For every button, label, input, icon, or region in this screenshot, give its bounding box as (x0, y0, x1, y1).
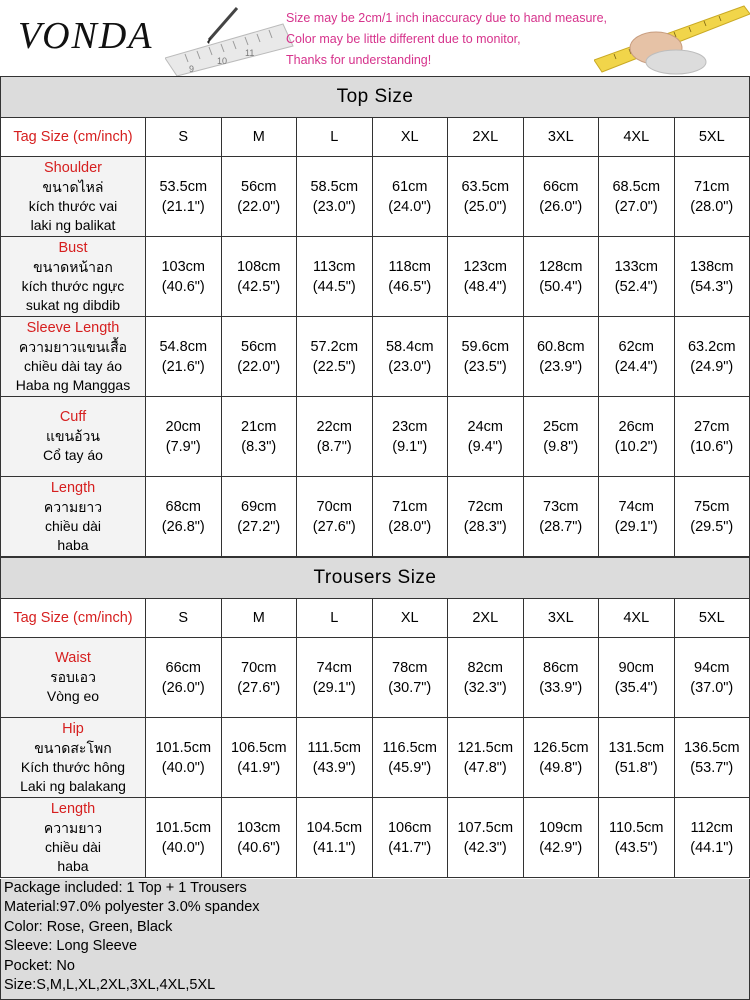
measurement-value (523, 317, 599, 397)
value-cm: 116.5cm (382, 739, 438, 756)
size-header: 5XL (674, 118, 750, 157)
value-cm: 56cm (241, 178, 277, 195)
measurement-value (221, 477, 297, 557)
value-inch: (9.4") (467, 438, 503, 455)
value-inch: (26.0") (161, 679, 205, 696)
measurement-label (1, 237, 146, 317)
value-cm: 112cm (690, 819, 733, 836)
measurement-value (448, 397, 524, 477)
value-inch: (27.6") (237, 679, 281, 696)
size-header: 4XL (599, 118, 675, 157)
top-size-title: Top Size (1, 77, 750, 118)
value-cm: 138cm (689, 258, 734, 275)
measurement-name: Waist (55, 650, 91, 666)
value-cm: 82cm (467, 659, 503, 676)
value-inch: (44.5") (312, 278, 356, 295)
measurement-translation: sukat ng dibdib (25, 296, 121, 313)
measurement-translation: kích thước ngực (21, 277, 125, 294)
measurement-translation: รอบเอว (50, 669, 96, 685)
value-inch: (43.9") (312, 759, 356, 776)
value-inch: (40.6") (161, 278, 205, 295)
measurement-value (599, 477, 675, 557)
measurement-value (297, 798, 373, 878)
value-inch: (40.0") (161, 759, 205, 776)
value-cm: 68.5cm (612, 178, 661, 195)
value-cm: 111.5cm (307, 739, 361, 756)
measurement-value (221, 317, 297, 397)
measurement-value (146, 317, 222, 397)
measurement-value (674, 237, 750, 317)
measurement-value (599, 317, 675, 397)
value-cm: 66cm (543, 178, 579, 195)
value-inch: (23.9") (539, 358, 583, 375)
value-cm: 113cm (313, 258, 356, 275)
value-inch: (10.6") (690, 438, 734, 455)
measurement-label (1, 638, 146, 718)
measurement-value (448, 638, 524, 718)
size-header: 5XL (674, 599, 750, 638)
value-inch: (22.0") (237, 198, 281, 215)
measurement-value (674, 638, 750, 718)
measurement-name: Length (50, 479, 96, 496)
value-inch: (9.8") (543, 438, 579, 455)
value-cm: 121.5cm (457, 739, 514, 756)
value-inch: (29.1") (312, 679, 356, 696)
value-cm: 75cm (694, 498, 730, 515)
value-cm: 61cm (392, 178, 428, 195)
value-cm: 24cm (467, 418, 503, 435)
measurement-value (372, 157, 448, 237)
value-cm: 103cm (161, 258, 206, 275)
measurement-value (523, 397, 599, 477)
size-header: L (297, 599, 373, 638)
value-inch: (49.8") (539, 759, 583, 776)
value-cm: 53.5cm (159, 178, 208, 195)
info-sleeve: Sleeve: Long Sleeve (4, 938, 138, 955)
measurement-value (297, 237, 373, 317)
trousers-size-table (0, 557, 750, 878)
value-inch: (28.3") (463, 518, 507, 535)
value-inch: (29.1") (614, 518, 658, 535)
measurement-row (1, 317, 750, 397)
value-cm: 60.8cm (536, 338, 585, 355)
measurement-value (146, 237, 222, 317)
value-cm: 63.5cm (461, 178, 510, 195)
measurement-value (599, 157, 675, 237)
value-inch: (21.6") (161, 358, 205, 375)
value-inch: (41.9") (237, 759, 281, 776)
value-inch: (22.5") (312, 358, 356, 375)
value-cm: 63.2cm (687, 338, 736, 355)
value-cm: 20cm (165, 418, 201, 435)
value-inch: (8.7") (316, 438, 352, 455)
measuring-tape-hand-icon (594, 2, 750, 76)
measurement-label (1, 317, 146, 397)
value-inch: (48.4") (463, 278, 507, 295)
ruler-number: 11 (245, 48, 255, 58)
value-inch: (27.0") (614, 198, 658, 215)
measurement-translation: laki ng balikat (30, 216, 116, 233)
measurement-translation: ขนาดไหล่ (42, 178, 104, 195)
measurement-name: Sleeve Length (26, 319, 120, 336)
size-header: S (146, 599, 222, 638)
value-cm: 118cm (388, 258, 431, 275)
value-cm: 107.5cm (457, 819, 514, 836)
measurement-label (1, 718, 146, 798)
value-inch: (7.9") (165, 438, 201, 455)
value-cm: 58.4cm (385, 338, 434, 355)
ruler-number: 9 (189, 64, 195, 74)
size-header: 3XL (523, 599, 599, 638)
measurement-row (1, 798, 750, 878)
value-inch: (25.0") (463, 198, 507, 215)
value-cm: 74cm (618, 498, 654, 515)
measurement-value (146, 477, 222, 557)
measurement-value (674, 317, 750, 397)
value-cm: 128cm (538, 258, 583, 275)
tag-size-label: Tag Size (cm/inch) (1, 118, 146, 157)
measurement-value (146, 397, 222, 477)
measurement-label (1, 397, 146, 477)
measurement-value (146, 718, 222, 798)
value-cm: 133cm (614, 258, 659, 275)
value-inch: (32.3") (463, 679, 507, 696)
value-cm: 71cm (694, 178, 730, 195)
note-line: Size may be 2cm/1 inch inaccuracy due to hand measure, (286, 11, 608, 25)
value-cm: 108cm (236, 258, 281, 275)
measurement-value (146, 157, 222, 237)
value-cm: 27cm (694, 418, 730, 435)
measurement-translation: ขนาดหน้าอก (33, 258, 113, 275)
measurement-translation: chiều dài (44, 517, 102, 534)
value-cm: 110.5cm (608, 819, 664, 836)
measurement-value (146, 638, 222, 718)
value-inch: (28.0") (388, 518, 432, 535)
measurement-value (372, 638, 448, 718)
value-cm: 103cm (236, 819, 281, 836)
ruler-number: 10 (217, 56, 228, 66)
value-cm: 90cm (618, 659, 654, 676)
measurement-value (448, 237, 524, 317)
value-inch: (28.0") (690, 198, 734, 215)
value-inch: (44.1") (690, 839, 734, 856)
measurement-translation: haba (57, 536, 89, 553)
measurement-value (221, 718, 297, 798)
measurement-value (448, 718, 524, 798)
brand-logo: VONDA (18, 15, 154, 57)
size-header: M (221, 599, 297, 638)
size-header: 2XL (448, 118, 524, 157)
value-cm: 25cm (543, 418, 579, 435)
measurement-row (1, 397, 750, 477)
value-inch: (42.9") (539, 839, 583, 856)
value-cm: 68cm (165, 498, 201, 515)
size-header: L (297, 118, 373, 157)
tag-size-label: Tag Size (cm/inch) (1, 599, 146, 638)
value-cm: 94cm (694, 659, 730, 676)
value-inch: (22.0") (237, 358, 281, 375)
value-cm: 123cm (463, 258, 508, 275)
measurement-row (1, 638, 750, 718)
measurement-translation: kích thước vai (28, 197, 118, 214)
value-cm: 57.2cm (310, 338, 359, 355)
value-cm: 109cm (538, 819, 583, 836)
value-inch: (40.6") (237, 839, 281, 856)
value-cm: 101.5cm (155, 819, 212, 836)
measurement-row (1, 237, 750, 317)
value-inch: (8.3") (241, 438, 277, 455)
info-color: Color: Rose, Green, Black (4, 918, 173, 935)
measurement-value (523, 718, 599, 798)
measurement-value (297, 317, 373, 397)
size-header: 2XL (448, 599, 524, 638)
value-inch: (43.5") (614, 839, 658, 856)
top-size-table (0, 76, 750, 557)
header-banner (0, 0, 750, 76)
measurement-value (523, 798, 599, 878)
measurement-translation: Laki ng balakang (20, 777, 126, 794)
measurement-name: Bust (58, 239, 88, 256)
value-inch: (35.4") (614, 679, 658, 696)
value-inch: (27.6") (312, 518, 356, 535)
measurement-name: Hip (62, 720, 84, 737)
measurement-value (146, 798, 222, 878)
value-cm: 74cm (316, 659, 352, 676)
value-inch: (28.7") (539, 518, 583, 535)
measurement-value (674, 798, 750, 878)
value-inch: (33.9") (539, 679, 583, 696)
value-cm: 23cm (392, 418, 428, 435)
measurement-translation: ความยาว (43, 498, 103, 515)
measurement-label (1, 477, 146, 557)
measurement-value (221, 157, 297, 237)
value-inch: (46.5") (388, 278, 432, 295)
value-cm: 26cm (618, 418, 654, 435)
measurement-row (1, 477, 750, 557)
size-header: XL (372, 599, 448, 638)
measurement-value (221, 237, 297, 317)
value-cm: 70cm (241, 659, 277, 676)
value-cm: 126.5cm (532, 739, 589, 756)
measurement-translation: chiều dài tay áo (23, 357, 123, 374)
measurement-value (523, 237, 599, 317)
value-inch: (37.0") (690, 679, 734, 696)
measurement-value (599, 718, 675, 798)
measurement-translation: Haba ng Manggas (15, 376, 131, 393)
value-cm: 136.5cm (683, 739, 740, 756)
value-inch: (24.0") (388, 198, 432, 215)
info-size: Size:S,M,L,XL,2XL,3XL,4XL,5XL (4, 977, 216, 994)
trousers-size-title: Trousers Size (1, 558, 750, 599)
measurement-value (297, 477, 373, 557)
value-cm: 69cm (241, 498, 277, 515)
measurement-value (674, 157, 750, 237)
measurement-value (297, 157, 373, 237)
value-cm: 21cm (241, 418, 277, 435)
measurement-translation: Kích thước hông (20, 758, 126, 775)
measurement-label (1, 157, 146, 237)
value-inch: (41.7") (388, 839, 432, 856)
measurement-value (523, 638, 599, 718)
measurement-translation: chiều dài (44, 838, 102, 855)
value-inch: (42.5") (237, 278, 281, 295)
value-inch: (41.1") (312, 839, 356, 856)
size-header: XL (372, 118, 448, 157)
measurement-translation: ขนาดสะโพก (34, 739, 112, 756)
measurement-value (448, 317, 524, 397)
ruler-pencil-icon (165, 6, 295, 76)
value-cm: 56cm (241, 338, 277, 355)
value-inch: (42.3") (463, 839, 507, 856)
measurement-value (599, 638, 675, 718)
value-cm: 78cm (392, 659, 428, 676)
value-inch: (21.1") (161, 198, 205, 215)
value-cm: 86cm (543, 659, 579, 676)
measurement-value (523, 157, 599, 237)
measurement-value (372, 397, 448, 477)
value-inch: (9.1") (392, 438, 428, 455)
value-cm: 72cm (467, 498, 503, 515)
measurement-value (297, 397, 373, 477)
size-header: M (221, 118, 297, 157)
measurement-translation: ความยาวแขนเสื้อ (18, 338, 128, 355)
value-inch: (24.9") (690, 358, 734, 375)
measurement-value (674, 397, 750, 477)
measurement-name: Cuff (59, 409, 87, 425)
measurement-translation: แขนอ้วน (45, 428, 100, 444)
note-line: Color may be little different due to monitor, (286, 32, 521, 46)
note-line: Thanks for understanding! (286, 53, 432, 67)
value-cm: 62cm (618, 338, 654, 355)
measurement-value (372, 477, 448, 557)
measurement-value (372, 718, 448, 798)
size-header: S (146, 118, 222, 157)
value-inch: (40.0") (161, 839, 205, 856)
measurement-value (372, 237, 448, 317)
measurement-translation: ความยาว (43, 819, 103, 836)
measurement-value (448, 477, 524, 557)
measurement-value (372, 317, 448, 397)
value-cm: 58.5cm (310, 178, 359, 195)
measurement-value (674, 718, 750, 798)
value-cm: 131.5cm (608, 739, 665, 756)
measurement-value (599, 397, 675, 477)
value-inch: (51.8") (614, 759, 658, 776)
value-inch: (50.4") (539, 278, 583, 295)
value-inch: (29.5") (690, 518, 734, 535)
value-inch: (26.8") (161, 518, 205, 535)
value-cm: 22cm (316, 418, 352, 435)
measurement-value (523, 477, 599, 557)
measurement-translation: Cổ tay áo (43, 447, 103, 463)
measurement-row (1, 718, 750, 798)
measurement-value (599, 798, 675, 878)
measurement-value (297, 718, 373, 798)
measurement-translation: Vòng eo (46, 688, 100, 704)
measurement-value (221, 798, 297, 878)
value-inch: (23.0") (312, 198, 356, 215)
measurement-value (448, 798, 524, 878)
measurement-value (448, 157, 524, 237)
info-material: Material:97.0% polyester 3.0% spandex (4, 899, 260, 916)
value-inch: (27.2") (237, 518, 281, 535)
measurement-value (599, 237, 675, 317)
measurement-label (1, 798, 146, 878)
info-package: Package included: 1 Top + 1 Trousers (4, 880, 247, 896)
value-cm: 73cm (543, 498, 579, 515)
size-header: 4XL (599, 599, 675, 638)
value-inch: (10.2") (614, 438, 658, 455)
product-info (0, 879, 750, 1000)
value-inch: (23.5") (463, 358, 507, 375)
value-inch: (45.9") (388, 759, 432, 776)
measurement-value (372, 798, 448, 878)
value-cm: 66cm (165, 659, 201, 676)
measurement-name: Shoulder (43, 159, 103, 176)
info-pocket: Pocket: No (4, 957, 75, 974)
value-inch: (26.0") (539, 198, 583, 215)
measurement-notes (286, 8, 607, 71)
measurement-value (221, 638, 297, 718)
size-header: 3XL (523, 118, 599, 157)
value-cm: 59.6cm (461, 338, 510, 355)
value-inch: (52.4") (614, 278, 658, 295)
value-inch: (23.0") (388, 358, 432, 375)
value-cm: 54.8cm (159, 338, 208, 355)
value-cm: 101.5cm (155, 739, 212, 756)
value-cm: 106cm (387, 819, 432, 836)
value-cm: 106.5cm (230, 739, 287, 756)
value-inch: (30.7") (388, 679, 432, 696)
measurement-value (297, 638, 373, 718)
measurement-value (221, 397, 297, 477)
measurement-translation: haba (57, 857, 89, 874)
value-cm: 71cm (392, 498, 428, 515)
measurement-row (1, 157, 750, 237)
value-inch: (47.8") (463, 759, 507, 776)
value-cm: 104.5cm (306, 819, 363, 836)
value-inch: (54.3") (690, 278, 734, 295)
value-inch: (24.4") (614, 358, 658, 375)
value-cm: 70cm (316, 498, 352, 515)
measurement-value (674, 477, 750, 557)
measurement-name: Length (50, 800, 96, 817)
value-inch: (53.7") (690, 759, 734, 776)
